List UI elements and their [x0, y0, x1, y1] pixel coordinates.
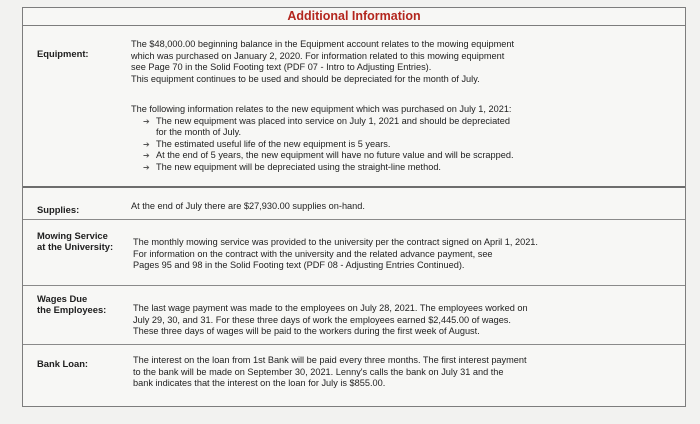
- bullet-item: [142, 139, 679, 151]
- bank-line-2: to the bank will be made on September 30, 2021. Lenny's calls the bank on July 31 and the: [133, 366, 504, 377]
- wages-line-1: The last wage payment was made to the employees on July 28, 2021. The employees worked on: [133, 303, 528, 313]
- new-equipment-intro: The following information relates to the new equipment which was purchased on July 1, 2021:: [131, 104, 512, 114]
- equipment-line-4: This equipment continues to be used and should be depreciated for the month of July.: [131, 73, 480, 84]
- supplies-label: Supplies:: [37, 204, 80, 215]
- wages-label-line-1: Wages Due: [37, 293, 88, 304]
- wages-line-3: These three days of wages will be paid to the workers during the first week of August.: [133, 326, 480, 337]
- bank-loan-label: Bank Loan:: [37, 358, 89, 369]
- arrow-icon: ➔: [143, 151, 150, 161]
- equipment-label: Equipment:: [37, 48, 89, 59]
- bullet-text: The new equipment was placed into service on July 1, 2021 and should be depreciated: [156, 115, 510, 126]
- section-divider: [23, 285, 685, 286]
- bank-loan-text: [133, 355, 681, 390]
- equipment-line-3: see Page 70 in the Solid Footing text (PDF 07 - Intro to Adjusting Entries).: [131, 62, 432, 73]
- wages-text: [133, 303, 681, 338]
- bank-line-3: bank indicates that the interest on the loan for July is $855.00.: [133, 378, 386, 389]
- bullet-item: [142, 162, 679, 174]
- sheet-title: Additional Information: [23, 8, 685, 26]
- mowing-label-line-1: Mowing Service: [37, 230, 108, 241]
- additional-information-sheet: [22, 7, 686, 407]
- arrow-icon: ➔: [143, 162, 150, 172]
- equipment-line-2: which was purchased on January 2, 2020. For information related to this mowing equipment: [131, 50, 505, 61]
- supplies-text: At the end of July there are $27,930.00 supplies on-hand.: [131, 201, 365, 211]
- section-divider: [23, 186, 685, 188]
- wages-line-2: July 29, 30, and 31. For these three days of work the employees earned $2,445.00 of wages.: [133, 314, 511, 325]
- bullet-item: [142, 116, 679, 139]
- mowing-text: [133, 237, 681, 272]
- bullet-text: The new equipment will be depreciated using the straight-line method.: [156, 161, 441, 172]
- mowing-line-2: For information on the contract with the university and the related advance payment, see: [133, 248, 493, 259]
- equipment-description: [131, 39, 679, 85]
- bullet-item: [142, 150, 679, 162]
- mowing-line-1: The monthly mowing service was provided to the university per the contract signed on April 1, 2021.: [133, 237, 538, 247]
- section-divider: [23, 219, 685, 220]
- mowing-label: [37, 230, 113, 252]
- bullet-text: At the end of 5 years, the new equipment will have no future value and will be scrapped.: [156, 150, 514, 161]
- mowing-line-3: Pages 95 and 98 in the Solid Footing text (PDF 08 - Adjusting Entries Continued).: [133, 260, 465, 271]
- mowing-label-line-2: at the University:: [37, 241, 114, 252]
- new-equipment-info: [131, 104, 679, 174]
- bank-line-1: The interest on the loan from 1st Bank will be paid every three months. The first interest payment: [133, 355, 527, 365]
- new-equipment-bullets: [142, 116, 679, 174]
- wages-label: [37, 293, 106, 315]
- equipment-line-1: The $48,000.00 beginning balance in the Equipment account relates to the mowing equipment: [131, 39, 515, 49]
- wages-label-line-2: the Employees:: [37, 304, 107, 315]
- bullet-text-continued: for the month of July.: [156, 127, 242, 138]
- arrow-icon: ➔: [143, 139, 150, 149]
- section-divider: [23, 344, 685, 345]
- arrow-icon: ➔: [143, 116, 150, 126]
- bullet-text: The estimated useful life of the new equipment is 5 years.: [156, 138, 391, 149]
